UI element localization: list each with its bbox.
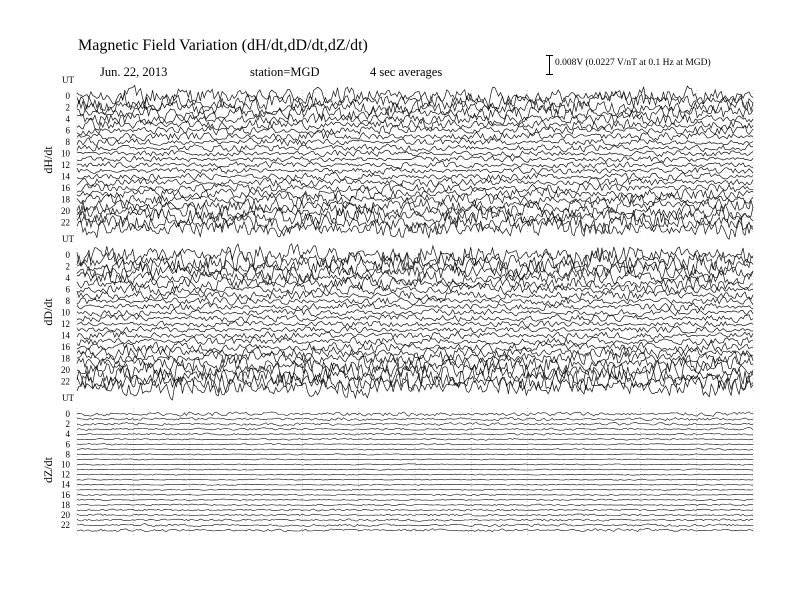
ut-tick-label: 18 [61, 353, 70, 364]
ut-tick-label: 6 [65, 125, 70, 136]
ut-tick-label: 6 [65, 439, 70, 450]
ut-axis-label: UT [62, 234, 74, 244]
ut-tick-label: 6 [65, 284, 70, 295]
trace-line-hour-17 [77, 499, 753, 501]
trace-line-hour-8 [77, 297, 753, 306]
ut-tick-label: 12 [61, 469, 70, 480]
trace-line-hour-11 [77, 469, 753, 470]
ut-tick-label: 20 [61, 206, 70, 216]
trace-line-hour-10 [77, 464, 753, 466]
ut-axis-label: UT [62, 75, 74, 85]
chart-title: Magnetic Field Variation (dH/dt,dD/dt,dZ/dt) [78, 37, 368, 54]
trace-line-hour-20 [77, 514, 753, 516]
trace-line-hour-5 [77, 439, 753, 441]
ut-tick-label: 18 [61, 194, 70, 205]
ut-tick-label: 12 [61, 319, 70, 329]
trace-line-hour-14 [77, 331, 753, 339]
ut-tick-label: 16 [61, 183, 70, 193]
ut-tick-label: 14 [61, 330, 70, 341]
averaging-label: 4 sec averages [370, 65, 443, 79]
ut-tick-label: 2 [65, 261, 70, 272]
ut-tick-label: 8 [65, 296, 70, 306]
ut-tick-label: 14 [61, 171, 70, 182]
panel-dH-dt [41, 75, 753, 239]
date-label: Jun. 22, 2013 [100, 65, 168, 79]
panel-dZ-dt [41, 393, 753, 536]
ut-tick-label: 18 [61, 499, 70, 510]
ut-tick-label: 16 [61, 342, 70, 352]
ut-tick-label: 10 [61, 459, 70, 470]
ut-axis-label: UT [62, 393, 74, 403]
ut-tick-label: 20 [61, 365, 70, 375]
ut-tick-label: 22 [61, 217, 70, 228]
trace-line-hour-19 [77, 197, 753, 214]
ut-tick-label: 4 [65, 114, 70, 124]
ut-tick-label: 10 [61, 148, 70, 159]
ut-tick-label: 22 [61, 520, 70, 531]
trace-line-hour-7 [77, 449, 753, 451]
ut-tick-label: 0 [65, 250, 70, 260]
trace-line-hour-14 [77, 172, 753, 180]
ut-tick-label: 16 [61, 489, 70, 500]
trace-line-hour-14 [77, 484, 753, 485]
panel-ylabel: dH/dt [41, 146, 55, 174]
ut-tick-label: 2 [65, 419, 70, 430]
ut-tick-label: 4 [65, 273, 70, 283]
trace-line-hour-15 [77, 178, 753, 187]
ut-tick-label: 0 [65, 91, 70, 101]
trace-line-hour-20 [77, 202, 753, 221]
ut-tick-label: 8 [65, 449, 70, 460]
panel-ylabel: dZ/dt [41, 457, 55, 483]
ut-tick-label: 4 [65, 429, 70, 440]
ut-tick-label: 22 [61, 376, 70, 387]
station-label: station=MGD [250, 65, 320, 79]
ut-tick-label: 14 [61, 479, 70, 490]
trace-line-hour-4 [77, 433, 753, 435]
ut-tick-label: 12 [61, 160, 70, 170]
ut-tick-label: 0 [65, 409, 70, 419]
ut-tick-label: 8 [65, 137, 70, 147]
ut-tick-label: 2 [65, 102, 70, 113]
ut-tick-label: 10 [61, 307, 70, 318]
trace-line-hour-2 [77, 422, 753, 426]
scale-label: 0.008V (0.0227 V/nT at 0.1 Hz at MGD) [555, 58, 711, 68]
panel-ylabel: dD/dt [41, 298, 55, 326]
trace-line-hour-13 [77, 479, 753, 480]
panel-dD-dt [41, 234, 753, 400]
ut-tick-label: 20 [61, 510, 70, 520]
trace-line-hour-4 [77, 270, 753, 287]
